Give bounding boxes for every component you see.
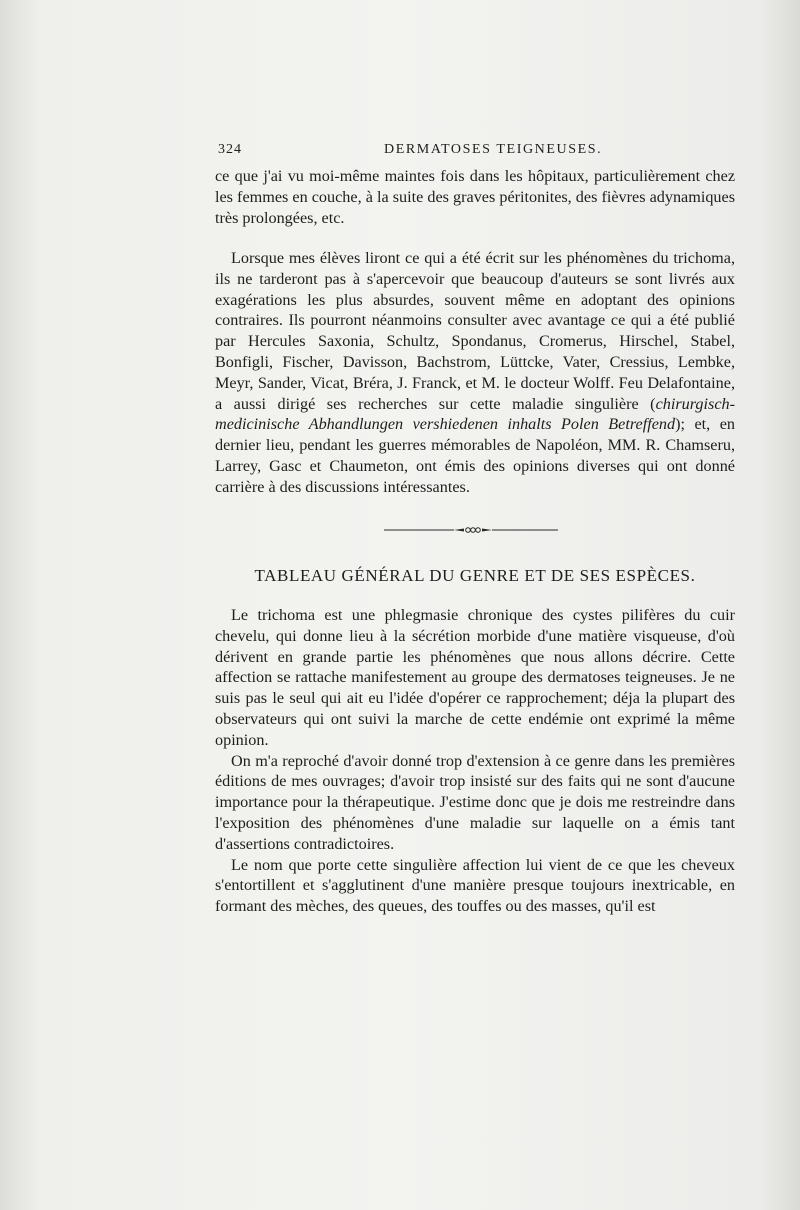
paragraph: Le nom que porte cette singulière affection lui vient de ce que les cheveux s'entortillent et s'agglutinent d'une manière presque toujours inextricable, en formant des mèches, des queues, des touffes ou des masses, qu'il est	[215, 855, 735, 916]
ornamental-divider	[384, 526, 558, 534]
german-title-italic: chirurgisch-medicinische Abhandlungen vershiedenen inhalts Polen Betreffend	[215, 394, 735, 434]
authors-paragraph	[215, 248, 735, 498]
paragraph: On m'a reproché d'avoir donné trop d'extension à ce genre dans les premières éditions de mes ouvrages; d'avoir trop insisté sur des faits qui ne sont d'aucune importance pour la thérapeutique. J'estime donc que je dois me restreindre dans l'exposition des phénomènes d'une maladie sur laquelle on a émis tant d'assertions contradictoires.	[215, 751, 735, 853]
paragraph-text-end: ); et, en dernier lieu, pendant les guerres mémorables de Napoléon, MM. R. Chamseru, Larrey, Gasc et Chaumeton, ont émis des opinions diverses qui ont donné carrière à des discussions intéressantes.	[215, 415, 735, 496]
paragraph	[215, 248, 735, 498]
paragraph-continuation: ce que j'ai vu moi-même maintes fois dans les hôpitaux, particulièrement chez les femmes en couche, à la suite des graves péritonites, des fièvres adynamiques très prolongées, etc.	[215, 167, 735, 227]
section-body	[215, 605, 735, 917]
paragraph: Le trichoma est une phlegmasie chronique des cystes pilifères du cuir chevelu, qui donne lieu à la sécrétion morbide d'une matière visqueuse, d'où dérivent en grande partie les phénomènes que nous allons décrire. Cette affection se rattache manifestement au groupe des dermatoses teigneuses. Je ne suis pas le seul qui ait eu l'idée d'opérer ce rapprochement; déja la plupart des observateurs qui ont suivi la marche de cette endémie ont exprimé la même opinion.	[215, 606, 735, 749]
page-number: 324	[218, 142, 242, 157]
paragraph-text: Lorsque mes élèves liront ce qui a été écrit sur les phénomènes du trichoma, ils ne tarderont pas à s'apercevoir que beaucoup d'auteurs se sont livrés aux exagérations les plus absurdes, souvent même en adoptant des opinions contraires. Ils pourront néanmoins consulter avec avantage ce qui a été publié par Hercules Saxonia, Schultz, Spondanus, Cromerus, Hirschel, Stabel, Bonfigli, Fischer, Davisson, Bachstrom, Lüttcke, Vater, Cressius, Lembke, Meyr, Sander, Vicat, Bréra, J. Franck, et M. le docteur Wolff. Feu Delafontaine, a aussi dirigé ses recherches sur cette maladie singulière (	[215, 249, 735, 413]
continued-paragraph	[215, 166, 735, 228]
section-title: TABLEAU GÉNÉRAL DU GENRE ET DE SES ESPÈCES.	[254, 566, 696, 585]
running-title: DERMATOSES TEIGNEUSES.	[384, 142, 603, 157]
